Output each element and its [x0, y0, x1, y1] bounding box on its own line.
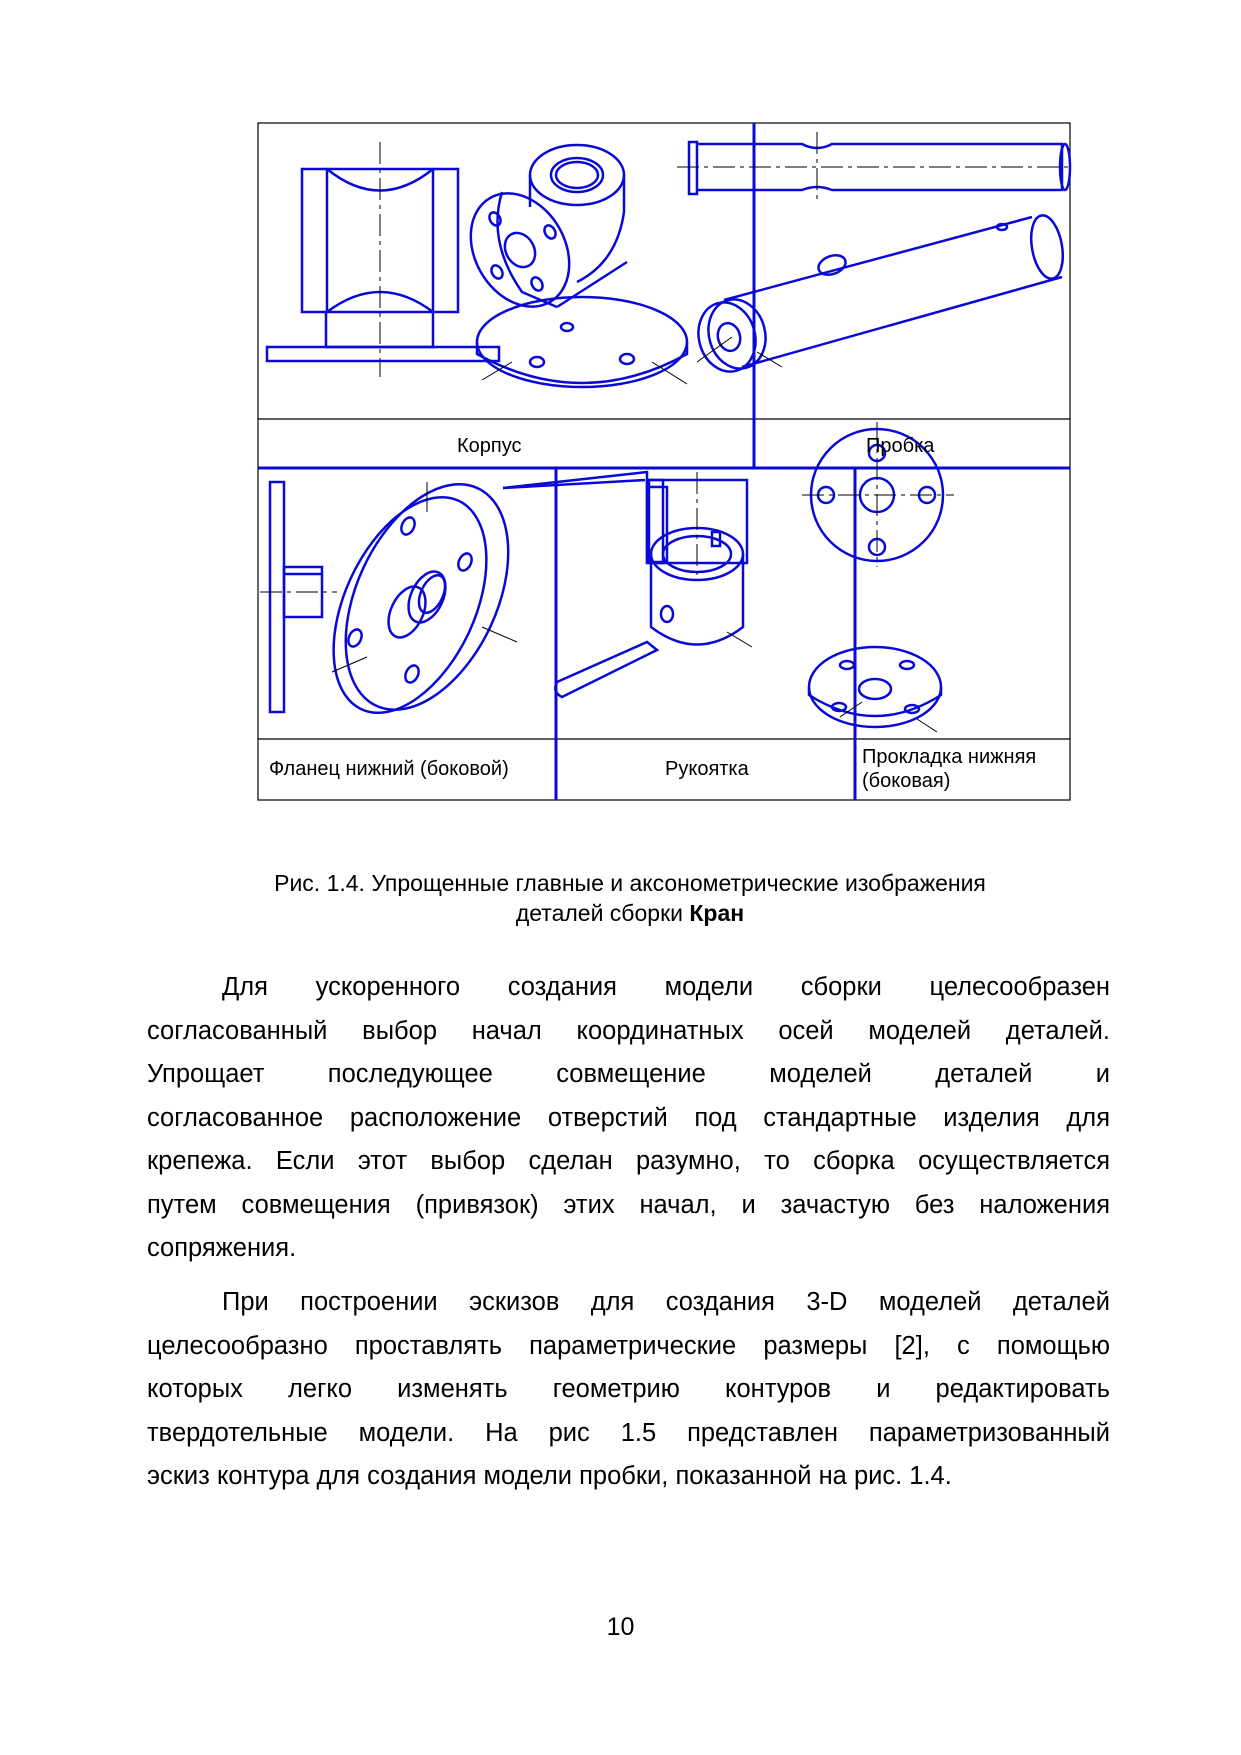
caption-line-2-text: деталей сборки [515, 900, 690, 926]
caption-line-1: Рис. 1.4. Упрощенные главные и аксонометрические изображения [274, 870, 986, 896]
figure-1-4 [257, 122, 1072, 802]
flanec-axes [260, 482, 517, 672]
label-prokladka-line2: (боковая) [862, 770, 951, 792]
rukoyatka-views [503, 472, 747, 697]
p1-line: крепежа. Если этот выбор сделан разумно, то сборка осуществляется [147, 1147, 1110, 1175]
korpus-iso-view [451, 145, 687, 387]
p2-line: При построении эскизов для создания 3-D моделей деталей [222, 1288, 1110, 1316]
probka-views [689, 142, 1070, 378]
label-probka: Пробка [866, 435, 935, 457]
korpus-front-view [267, 169, 499, 361]
p1-line: согласованный выбор начал координатных осей моделей деталей. [147, 1016, 1110, 1045]
label-prokladka-line1: Прокладка нижняя [862, 746, 1037, 768]
p2-line: эскиз контура для создания модели пробки, показанной на рис. 1.4. [147, 1462, 952, 1490]
flanec-views [270, 459, 541, 737]
page-number: 10 [606, 1613, 635, 1641]
prokladka-views [809, 429, 943, 727]
p2-line: целесообразно проставлять параметрические размеры [2], с помощью [147, 1331, 1110, 1360]
p2-line: твердотельные модели. На рис 1.5 представлен параметризованный [147, 1418, 1110, 1447]
assembly-drawings [257, 122, 1072, 802]
p2-line: которых легко изменять геометрию контуров и редактировать [147, 1375, 1110, 1403]
paragraph-1 [147, 966, 1110, 1271]
p1-line: сопряжения. [147, 1234, 297, 1262]
probka-axes [677, 132, 1072, 367]
caption-bold-word: Кран [689, 900, 745, 926]
label-korpus: Корпус [457, 435, 522, 457]
label-rukoyatka: Рукоятка [665, 758, 749, 780]
figure-caption [150, 868, 1110, 928]
caption-line-2 [150, 898, 1110, 928]
label-flanec: Фланец нижний (боковой) [269, 758, 509, 780]
p1-line: путем совмещения (привязок) этих начал, и зачастую без наложения [147, 1190, 1110, 1219]
p1-line: Упрощает последующее совмещение моделей деталей и [147, 1060, 1110, 1088]
p1-line: Для ускоренного создания модели сборки целесообразен [222, 973, 1110, 1001]
p1-line: согласованное расположение отверстий под стандартные изделия для [147, 1103, 1110, 1132]
paragraph-2 [147, 1281, 1110, 1499]
